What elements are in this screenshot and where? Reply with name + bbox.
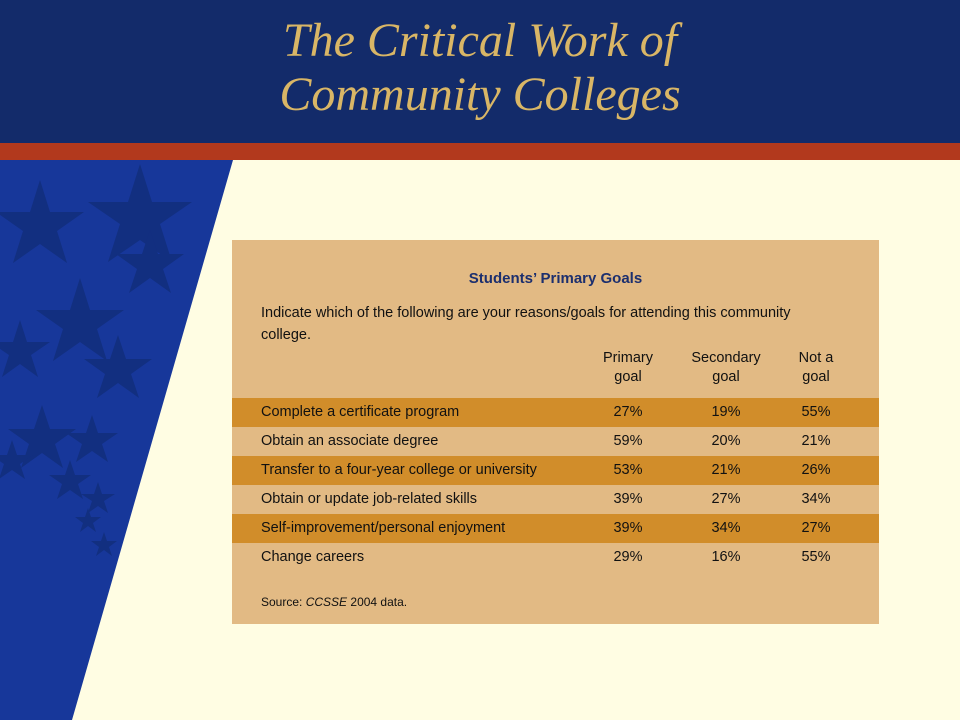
table-title: Students’ Primary Goals — [468, 270, 643, 287]
source-prefix: Source: — [261, 595, 303, 609]
row-label: Obtain or update job-related skills — [261, 491, 478, 507]
primary-value: 59% — [613, 433, 643, 449]
source-name: CCSSE — [305, 595, 348, 609]
table-row — [232, 485, 879, 514]
source-note — [261, 595, 407, 609]
star-panel — [0, 160, 235, 720]
primary-value: 39% — [613, 520, 643, 536]
column-header-not — [786, 349, 846, 387]
primary-value: 27% — [613, 404, 643, 420]
secondary-value: 20% — [711, 433, 741, 449]
primary-value: 29% — [613, 549, 643, 565]
secondary-value: 21% — [711, 462, 741, 478]
column-header-line: Not a — [798, 350, 834, 366]
not-goal-value: 21% — [801, 433, 831, 449]
column-header-line: Secondary — [691, 350, 761, 366]
secondary-value: 34% — [711, 520, 741, 536]
not-goal-value: 27% — [801, 520, 831, 536]
table-row — [232, 543, 879, 572]
not-goal-value: 26% — [801, 462, 831, 478]
header-band — [0, 0, 960, 143]
title-line-1: The Critical Work of — [282, 14, 678, 67]
column-header-line: goal — [614, 369, 642, 385]
title-line-2: Community Colleges — [279, 68, 681, 121]
goals-table — [232, 240, 879, 624]
secondary-value: 19% — [711, 404, 741, 420]
slide-title — [0, 14, 960, 122]
source-suffix: 2004 data. — [350, 595, 408, 609]
column-header-primary — [598, 349, 658, 387]
table-row — [232, 514, 879, 543]
survey-question: Indicate which of the following are your reasons/goals for attending this community college. — [261, 305, 791, 343]
column-header-line: goal — [712, 369, 740, 385]
row-label: Self-improvement/personal enjoyment — [261, 520, 506, 536]
row-label: Obtain an associate degree — [261, 433, 439, 449]
table-row — [232, 456, 879, 485]
primary-value: 53% — [613, 462, 643, 478]
row-label: Transfer to a four-year college or university — [261, 462, 537, 478]
row-label: Complete a certificate program — [261, 404, 460, 420]
accent-bar — [0, 143, 960, 160]
column-header-line: Primary — [603, 350, 653, 366]
row-label: Change careers — [261, 549, 365, 565]
not-goal-value: 34% — [801, 491, 831, 507]
secondary-value: 27% — [711, 491, 741, 507]
column-header-secondary — [681, 349, 771, 387]
not-goal-value: 55% — [801, 404, 831, 420]
column-header-line: goal — [802, 369, 830, 385]
secondary-value: 16% — [711, 549, 741, 565]
table-row — [232, 398, 879, 427]
not-goal-value: 55% — [801, 549, 831, 565]
table-row — [232, 427, 879, 456]
primary-value: 39% — [613, 491, 643, 507]
